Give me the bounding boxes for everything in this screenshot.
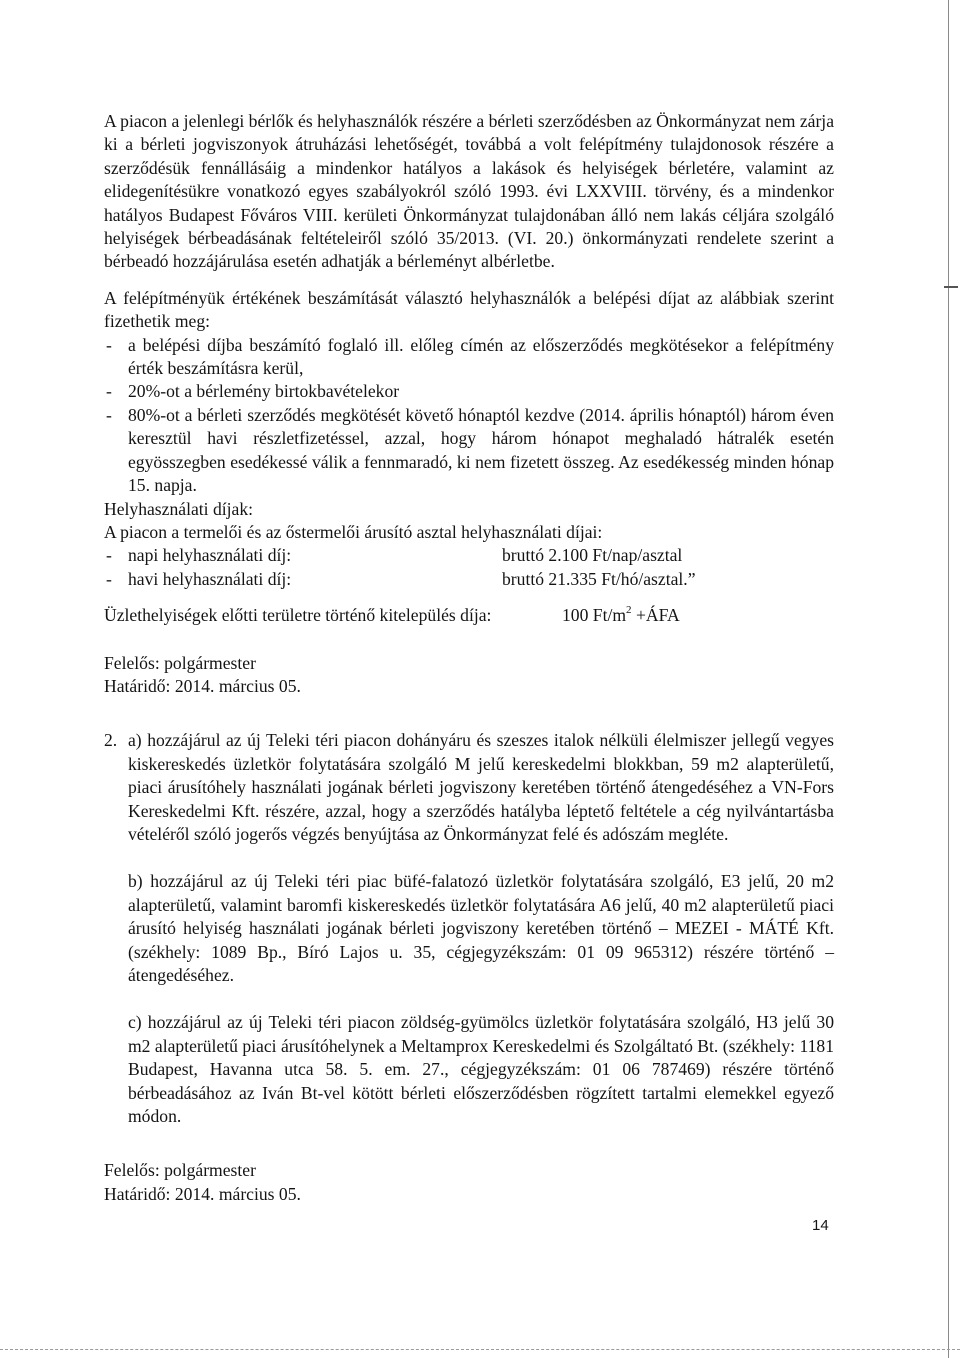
fee-row xyxy=(104,544,834,567)
subitem-c: c) hozzájárul az új Teleki téri piacon zöldség-gyümölcs üzletkör folytatására szolgáló, H3 jelű 30 m2 alapterületű piaci árusítóhelynek a Meltamprox Kereskedelmi és Szolgáltató Bt. (székhely: 1181 Budapest, Havanna utca 58. 5. em. 27., cégjegyzékszám: 01 06 787469) részére történő bérbeadásához az Iván Bt-vel kötött bérleti előszerződésben rögzített tartalmi elemekkel egyező módon. xyxy=(128,1012,834,1127)
scan-edge-line xyxy=(948,0,949,1358)
fee-row xyxy=(104,568,834,591)
resolution-item-2 xyxy=(104,729,834,846)
document-body xyxy=(104,110,834,1206)
responsible-person: Felelős: polgármester xyxy=(104,652,256,673)
usage-fees-list xyxy=(104,544,834,591)
list-item: - a belépési díjba beszámító foglaló ill. előleg címén az előszerződés megkötésekor a felépítmény érték beszámításra kerül, xyxy=(104,334,834,381)
scan-bottom-edge xyxy=(0,1349,960,1351)
responsible-person: Felelős: polgármester xyxy=(104,1160,256,1181)
paragraph-entry-fee-intro: A felépítményük értékének beszámítását választó helyhasználók a belépési díjat az alábbiak szerint fizethetik meg: xyxy=(104,287,834,332)
fee-value: bruttó 2.100 Ft/nap/asztal xyxy=(502,545,683,566)
fee-value: bruttó 21.335 Ft/hó/asztal.” xyxy=(502,568,696,589)
list-item: - 20%-ot a bérlemény birtokbavételekor xyxy=(104,380,834,403)
page-number: 14 xyxy=(812,1217,829,1234)
subitem-c-block xyxy=(104,1011,834,1128)
usage-fees-heading: Helyhasználati díjak: xyxy=(104,498,254,519)
subitem-a: a) hozzájárul az új Teleki téri piacon dohányáru és szeszes italok nélküli élelmiszer jellegű vegyes kiskereskedés üzletkör folytatására szolgáló M jelű kereskedelmi blokkban, 59 m2 alapterületű, piaci árusítóhely használati jogának bérleti jogviszony keretében történő átengedéséhez a VN-Fors Kereskedelmi Kft. részére, azzal, hogy a szerződés hatályba léptető feltétele a cég nyilvántartásba vételéről szóló jogerős végzés benyújtása az Önkormányzat felé és adószám megléte. xyxy=(128,730,834,844)
item-number: 2. xyxy=(104,730,118,751)
deadline: Határidő: 2014. március 05. xyxy=(104,675,301,696)
settlement-fee-value: 100 $Ft/m^2$ +ÁFA xyxy=(562,604,680,626)
fee-label: - napi helyhasználati díj: xyxy=(128,545,292,566)
scan-edge-mark xyxy=(944,286,958,288)
subitem-b: b) hozzájárul az új Teleki téri piac büfé-falatozó üzletkör folytatására szolgáló, E3 jelű, 20 m2 alapterületű, valamint baromfi kiskereskedés üzletkör folytatására A6 jelű, 40 m2 alapterületű piaci árusító helyiség használati jogának bérleti jogviszony keretében történő – MEZEI - MÁTÉ Kft. (székhely: 1089 Bp., Bíró Lajos u. 35, cégjegyzékszám: 01 09 965312) részére történő – átengedéséhez. xyxy=(128,871,834,985)
list-item: - 80%-ot a bérleti szerződés megkötését követő hónaptól kezdve (2014. április hónaptól) három éven keresztül havi részletfizetéssel, azzal, hogy három hónapot meghaladó hátralék esetén egyösszegben esedékessé válik a fennmaradó, ki nem fizetett összeg. Az esedékesség minden hónap 15. napja. xyxy=(104,404,834,498)
subitem-b-block xyxy=(104,870,834,987)
payment-options-list xyxy=(104,334,834,498)
fee-label: - havi helyhasználati díj: xyxy=(128,568,292,589)
deadline: Határidő: 2014. március 05. xyxy=(104,1183,301,1204)
settlement-fee-row xyxy=(104,604,834,627)
paragraph-subletting: A piacon a jelenlegi bérlők és helyhasználók részére a bérleti szerződésben az Önkormányzat nem zárja ki a bérleti jogviszonyok átruházási lehetőségét, továbbá a volt felépítmény tulajdonosok részére a szerződésük fennállásáig a mindenkor hatályos a lakások és helyiségek bérletére, valamint az elidegenítésükre vonatkozó egyes szabályokról szóló 1993. évi LXXVIII. törvény, és a mindenkor hatályos Budapest Főváros VIII. kerületi Önkormányzat tulajdonában álló nem lakás céljára szolgáló helyiségek bérbeadásának feltételeiről szóló 35/2013. (VI. 20.) önkormányzati rendelete szerint a bérbeadó hozzájárulása esetén adhatják a bérleményt albérletbe. xyxy=(104,111,834,272)
usage-fees-intro: A piacon a termelői és az őstermelői árusító asztal helyhasználati díjai: xyxy=(104,521,603,542)
settlement-fee-label: Üzlethelyiségek előtti területre történő kitelepülés díja: xyxy=(104,605,492,626)
